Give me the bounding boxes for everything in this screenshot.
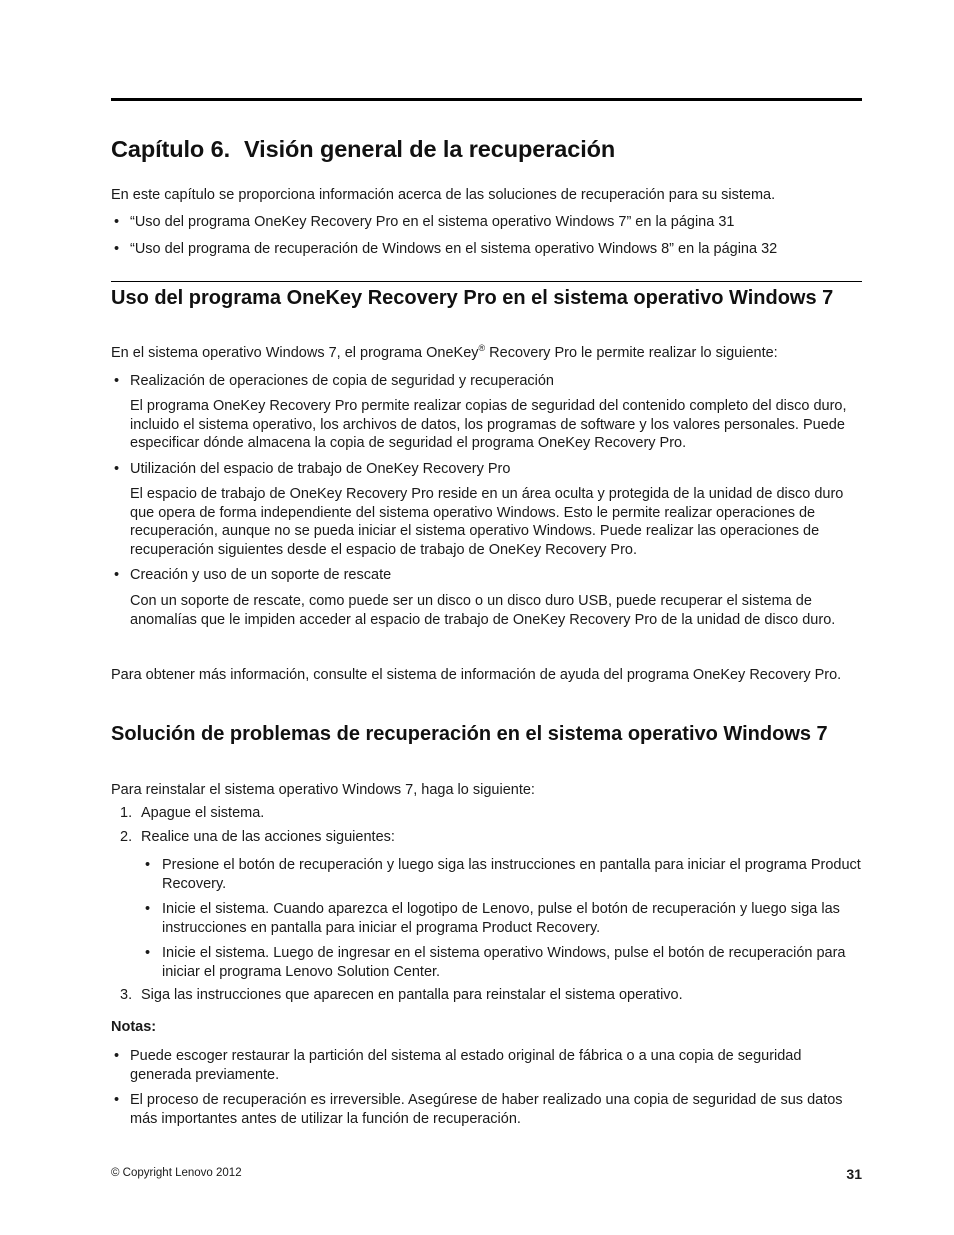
chapter-title	[111, 136, 615, 163]
top-rule	[111, 98, 862, 101]
section1-intro-text: En el sistema operativo Windows 7, el programa OneKey	[111, 345, 479, 361]
step-2-number: 2.	[120, 829, 133, 845]
section1-item-3-title: • Creación y uso de un soporte de rescate	[111, 566, 391, 585]
chapter-link-2[interactable]: • “Uso del programa de recuperación de Windows en el sistema operativo Windows 8” en la página 32	[111, 240, 777, 259]
step-3-number: 3.	[120, 987, 133, 1003]
step-1	[111, 804, 264, 823]
step-2	[111, 828, 395, 847]
note-1: • Puede escoger restaurar la partición del sistema al estado original de fábrica o a una copia de seguridad generada previamente.	[111, 1047, 862, 1084]
notes-label: Notas:	[111, 1019, 157, 1035]
substep-3: • Inicie el sistema. Luego de ingresar en el sistema operativo Windows, pulse el botón de recuperación para iniciar el programa Lenovo Solution Center.	[142, 944, 862, 981]
section2-intro: Para reinstalar el sistema operativo Windows 7, haga lo siguiente:	[111, 782, 535, 798]
section1-intro-text-end: Recovery Pro le permite realizar lo siguiente:	[485, 345, 778, 361]
substep-1: • Presione el botón de recuperación y luego siga las instrucciones en pantalla para iniciar el programa Product Recovery.	[142, 856, 862, 893]
chapter-link-1[interactable]: • “Uso del programa OneKey Recovery Pro en el sistema operativo Windows 7” en la página 31	[111, 213, 734, 232]
step-2-text: Realice una de las acciones siguientes:	[141, 829, 395, 845]
step-1-number: 1.	[120, 805, 133, 821]
section1-item-2-title: • Utilización del espacio de trabajo de OneKey Recovery Pro	[111, 460, 510, 479]
section2-title: Solución de problemas de recuperación en el sistema operativo Windows 7	[111, 723, 828, 745]
chapter-label: Capítulo 6.	[111, 136, 231, 162]
section1-item-1-text: El programa OneKey Recovery Pro permite realizar copias de seguridad del contenido completo del disco duro, incluido el sistema operativo, los archivos de datos, los programas de software y los valores personales. Puede especificar dónde almacena la copia de seguridad el programa OneKey Recovery Pro.	[130, 398, 847, 451]
registered-mark: ®	[478, 343, 486, 354]
section1-item-3-text: Con un soporte de rescate, como puede ser un disco o un disco duro USB, puede recuperar el sistema de anomalías que le impiden acceder al espacio de trabajo de OneKey Recovery Pro de la unidad de disco duro.	[130, 593, 836, 628]
section1-item-1-title: • Realización de operaciones de copia de seguridad y recuperación	[111, 372, 554, 391]
step-3	[111, 986, 683, 1005]
section1-closing: Para obtener más información, consulte el sistema de información de ayuda del programa OneKey Recovery Pro.	[111, 667, 842, 683]
page-number: 31	[846, 1166, 862, 1182]
section-rule	[111, 281, 862, 282]
step-3-text: Siga las instrucciones que aparecen en pantalla para reinstalar el sistema operativo.	[141, 987, 683, 1003]
section1-title: Uso del programa OneKey Recovery Pro en el sistema operativo Windows 7	[111, 287, 834, 309]
step-1-text: Apague el sistema.	[141, 805, 265, 821]
note-2: • El proceso de recuperación es irreversible. Asegúrese de haber realizado una copia de seguridad de sus datos más importantes antes de utilizar la función de recuperación.	[111, 1091, 862, 1128]
footer-copyright: © Copyright Lenovo 2012	[111, 1167, 242, 1179]
section1-intro	[111, 344, 778, 363]
chapter-intro: En este capítulo se proporciona información acerca de las soluciones de recuperación para su sistema.	[111, 187, 776, 203]
section1-item-2-text: El espacio de trabajo de OneKey Recovery Pro reside en un área oculta y protegida de la unidad de disco duro que opera de forma independiente del sistema operativo Windows. Esto le permite realizar operaciones de recuperación, aunque no se pueda iniciar el sistema operativo Windows. Puede realizar las operaciones de recuperación siguientes desde el espacio de trabajo de OneKey Recovery Pro.	[130, 486, 844, 558]
substep-2: • Inicie el sistema. Cuando aparezca el logotipo de Lenovo, pulse el botón de recuperación y luego siga las instrucciones en pantalla para iniciar el programa Product Recovery.	[142, 900, 862, 937]
chapter-heading: Visión general de la recuperación	[244, 136, 616, 162]
